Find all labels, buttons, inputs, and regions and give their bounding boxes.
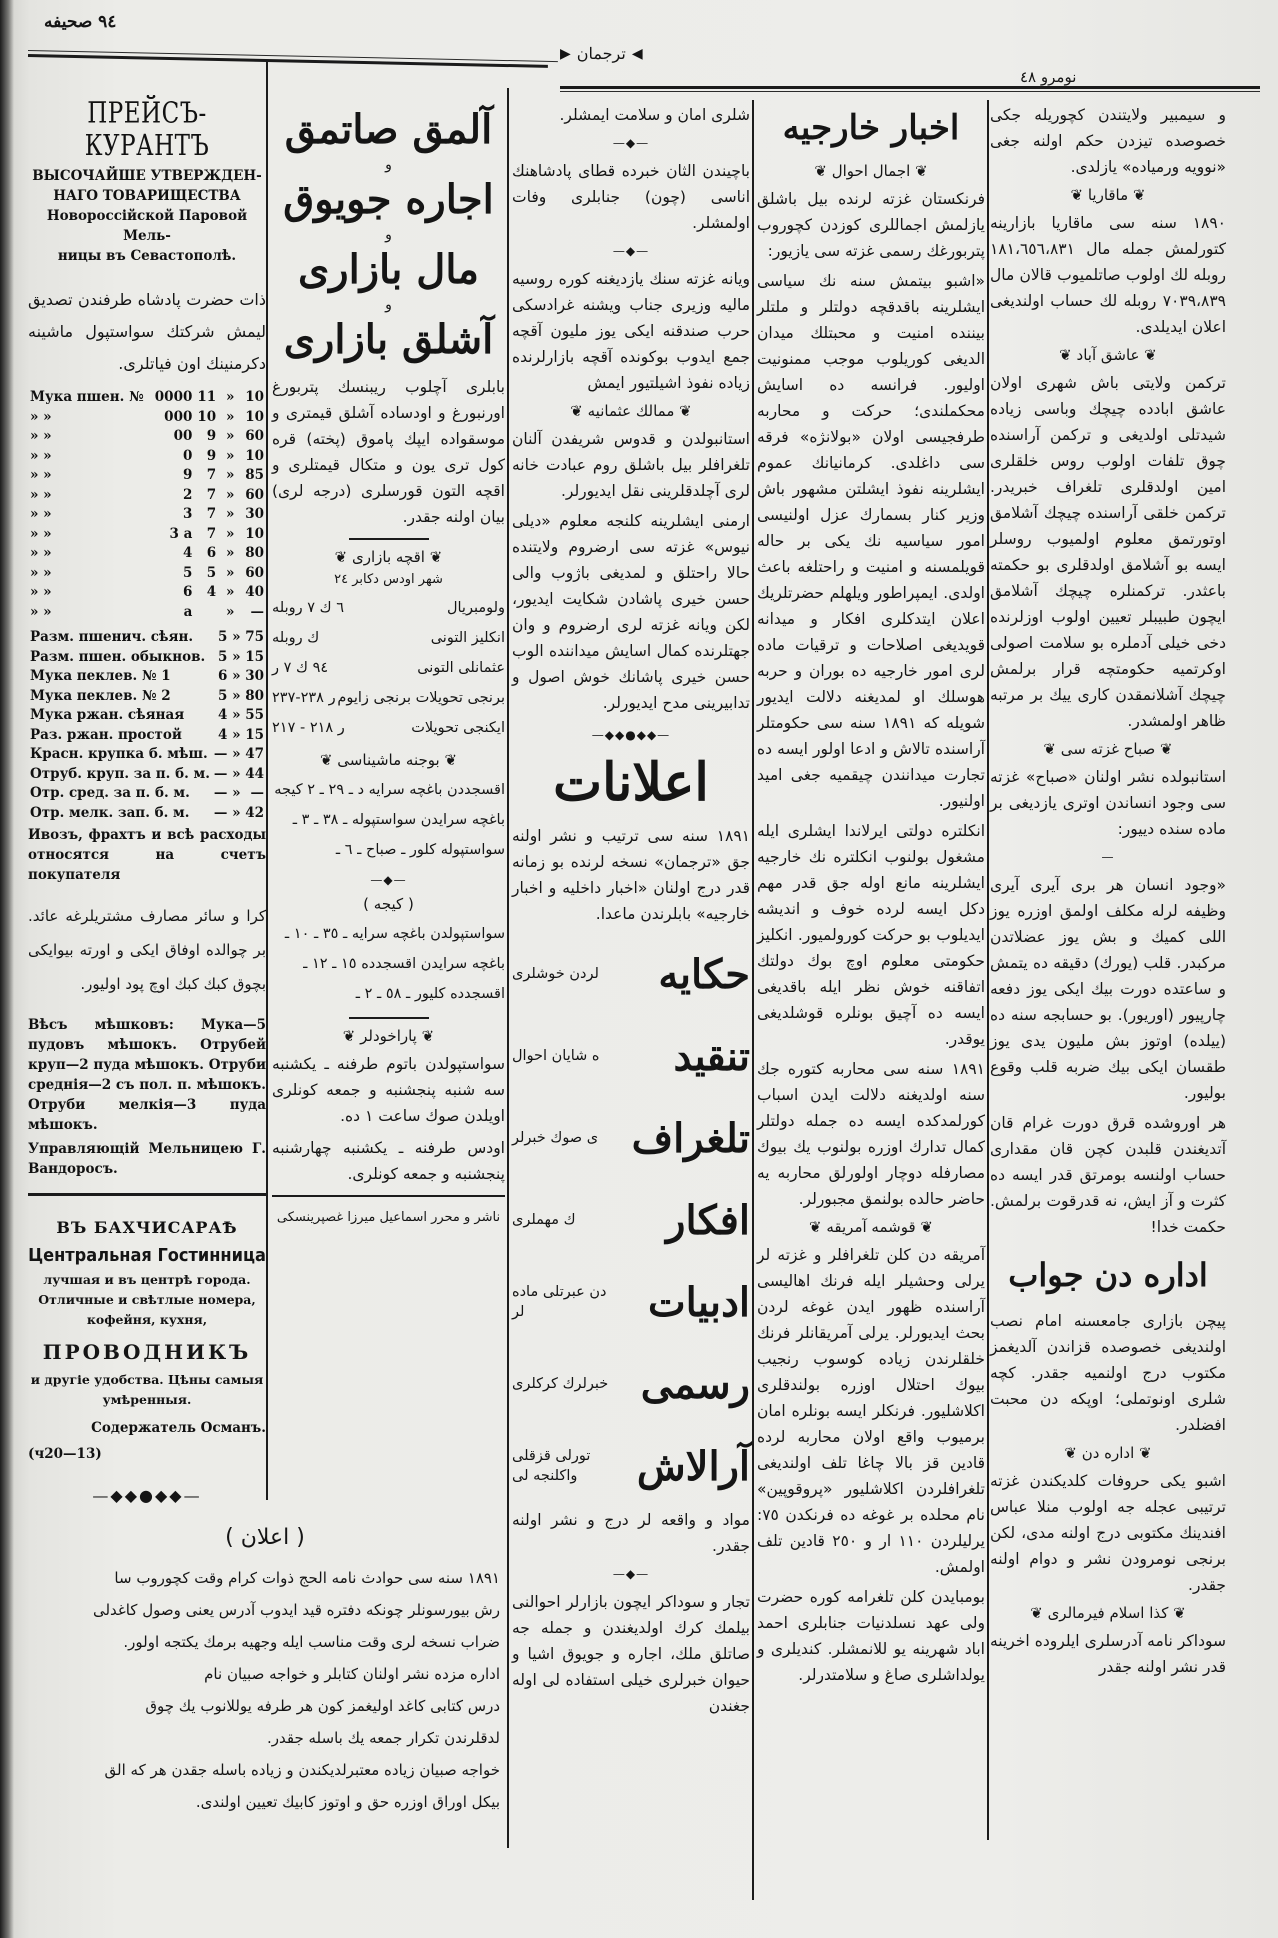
announcement-line: اداره مزده نشر اولنان كتابلر و خواجه صبیان نام (204, 1665, 500, 1683)
currency-label: ایكنجی تحویلات (411, 720, 505, 736)
price-kopecks: 80 (245, 545, 264, 561)
product-name: » » (30, 428, 52, 444)
price-kopecks: 10 (245, 408, 264, 425)
money-market-row (272, 593, 505, 623)
price-row (28, 564, 266, 584)
currency-sep: » (232, 687, 241, 704)
currency-label: ولومبریال (446, 600, 505, 616)
product-name: Красн. крупка б. мѣш. (30, 746, 208, 762)
price-rubles: 7 (206, 506, 217, 522)
foreign-news-title: اخبار خارجیه (782, 108, 960, 148)
hotel-description: лучшая и въ центрѣ города. Отличные и свѣтлые номера, кофейня, кухня, (38, 1272, 256, 1327)
currency-sep: » (232, 785, 241, 801)
currency-label: برنجی تحویلات برنجی زایوم (337, 690, 505, 706)
currency-value: ر ٢١٨ - ٢١٧ (272, 720, 345, 736)
currency-value: ٩٤ ك ٧ ر (272, 660, 329, 676)
price-rubles: 5 (218, 648, 228, 665)
markets-intro: بابلری آچلوب ریبنسك پتربورغ اورنبورغ و اودساده آشلق قیمتری و موسقواده ایپك پاموق (پخته) قره كول تری یون و متكال قیمتلری و اقچه التون قورسلری (درجه لری) بیان اولنه جقدر. (272, 378, 505, 526)
product-grade: 000 (164, 408, 193, 425)
section-rule (28, 1193, 266, 1196)
train-schedule-row: اقسجدده كلیور ـ ٥٨ ـ ٢ ـ (355, 986, 505, 1002)
rubric-word: ادبیات (648, 1278, 750, 1326)
rubric-item (512, 933, 750, 1015)
money-market-title-text: اقچه بازاری (352, 548, 425, 566)
product-name: Мука пеклев. № 1 (30, 668, 171, 684)
price-kopecks: — (250, 785, 264, 801)
money-market-row (272, 683, 505, 713)
america-subtitle: ❦ قوشمه آمریقه ❦ (809, 1218, 933, 1236)
announcement-line: ١٨٩١ سنه سی حوادث نامه الحج ذوات كرام وقت كچوروب سا (114, 1569, 500, 1587)
product-name: » » (30, 603, 52, 620)
price-row (28, 667, 266, 687)
bag-weights: Вѣсъ мѣшковъ: Мука—5 пудовъ мѣшокъ. Отрубей круп—2 пуда мѣшокъ. Отруби среднія—2 съ пол. п. мѣшокъ. Отруби мелкія—3 пуда мѣшокъ. (28, 1017, 266, 1133)
diamond-divider-icon: —◆— (612, 1567, 650, 1581)
editorial-reply: پیچن بازاری جامعسنه امام نصب اولندیغی خصوصده قزاندن آلدیغمز مكتوب درج اولنمیه جقدر. كچه شلری اونوتملی؛ اوپكه دن محبت افضلدر. (990, 1312, 1226, 1434)
price-rubles: 5 (218, 687, 228, 704)
currency-sep: » (225, 506, 235, 522)
hotel-location: ВЪ БАХЧИСАРАѢ (56, 1218, 238, 1237)
price-kopecks: 60 (245, 564, 264, 581)
islamic-firms-subtitle-text: كذا اسلام فیرمالری (1047, 1604, 1169, 1622)
news-america: آمریقه دن كلن تلغرافلر و غزته لر یرلی وحشیلر ایله فرنك اهالیسی آراسنده ظهور ایدن غوغه لردن بحث ایدیورلر. یرلی آمریقانلر فرنك خلقلرندن زیاده كوسوب رنجیب بیوك احتلال اوزره بولندقلری اكلاشلیور. فرنكلر ایسه بونلره امان برمیوب واقع اولان محاربه لرده قادین قز بالا چاغا تلف اولندیغی تلغرافلردن اكلاشلیور «پروقوپین» نام محلده بر غوغه ده فرنكدن ٧٥: یرلیلردن ١١٠ ار و ٢٥٠ قادین تلف اولمش. (757, 1246, 985, 1576)
price-rubles: 6 (218, 668, 228, 684)
headline-goods-market: مال بازاری (298, 246, 479, 293)
product-name: » » (30, 584, 52, 600)
product-name: Раз. ржан. простой (30, 726, 182, 743)
sabah-subtitle: ❦ صباح غزته سی ❦ (1043, 740, 1173, 758)
publisher-line: ناشر و محرر اسماعیل میرزا غصپرینسكی (276, 1210, 501, 1225)
currency-sep: » (225, 525, 235, 542)
price-row (28, 525, 266, 545)
product-name: Разм. пшен. обыкнов. (30, 648, 206, 665)
price-kopecks: 15 (245, 726, 264, 743)
rubric-description: ی صوك خبرلر (512, 1130, 599, 1146)
flour-price-table (28, 388, 266, 622)
announcement-line: خواجه صبیان زیاده معتبرلدیكندن و زیاده باسله جقدن هر كه الق (104, 1761, 500, 1779)
currency-label: انكلیز التونی (430, 630, 505, 646)
product-grade: 5 (182, 564, 193, 581)
column-divider (987, 100, 989, 1840)
manager-signature: Управляющій Мельницею Г. Вандоросъ. (28, 1141, 266, 1177)
company-name (28, 166, 266, 266)
editorial-subtitle: ❦ اداره دن ❦ (1064, 1444, 1152, 1462)
price-kopecks: 15 (245, 648, 264, 665)
news-simbirsk: و سیمبیر ولایتندن كچوریله جكی خصوصده تیزدن حكم اولنه جغی «نوویه ورمیاده» یازلدی. (990, 106, 1226, 176)
column-divider (507, 88, 509, 1848)
price-row (28, 706, 266, 726)
news-makarya: ١٨٩٠ سنه سی ماقاریا بازارینه كتورلمش جمله مال ١٨١،٦٥٦،٨٣١ روبله لك اولوب صاتلمیوب قالان مال ٧٠٣٩،٨٣٩ روبله لك حساب اولندیغی اعلان ایدیلدی. (990, 214, 1226, 336)
announcement-line: رش بیورسونلر چونكه دفتره قید ایدوب آدرس یعنی وصول كاغدلی (92, 1601, 500, 1619)
column-price-list (28, 92, 266, 1505)
announcement-line: لدقلرندن تكرار جمعه یك باسله جقدر. (266, 1729, 500, 1747)
product-grade: 9 (182, 467, 193, 483)
rubric-item (512, 1097, 750, 1179)
company-line: НАГО ТОВАРИЩЕСТВА (53, 188, 241, 204)
currency-value: ك روبله (272, 630, 320, 646)
currency-sep: » (225, 486, 235, 503)
price-kopecks: 30 (245, 668, 264, 684)
currency-sep: » (232, 648, 241, 665)
column-domestic-news (990, 92, 1226, 1680)
price-rubles: 4 (206, 584, 217, 600)
steamer-schedule-1: سواستپولدن باتوم طرفنه ـ یكشنبه سه شنبه پنجشنبه و جمعه كونلری اویلدن صوك ساعت ١ ده. (272, 1055, 505, 1125)
column-foreign-news (757, 92, 985, 1688)
train-day-rows (272, 775, 505, 865)
product-name: » » (30, 486, 52, 503)
price-kopecks: — (250, 603, 264, 620)
train-title: ❦ بوجنه ماشیناسی ❦ (319, 751, 458, 769)
foreign-news-intro: فرنكستان غزته لرنده بیل باشلق یازلمش اجماللری كوزدن كچوروب پتربورغك رسمی غزته سی یازیور: (757, 190, 985, 260)
rubric-description: تورلی قزقلی واكلنجه لی (512, 1448, 591, 1484)
product-name: » » (30, 506, 52, 522)
conjunction: و (385, 227, 392, 243)
section-rule (349, 538, 429, 540)
section-rule (272, 1195, 505, 1197)
price-kopecks: 55 (245, 707, 264, 723)
hotel-highlight: ПРОВОДНИКЪ (42, 1340, 252, 1364)
price-kopecks: 30 (245, 506, 264, 522)
bottom-announcement (30, 1525, 500, 1818)
product-name: » » (30, 545, 52, 561)
news-fragment: شلری امان و سلامت ایمشلر. (559, 106, 750, 124)
price-kopecks: 10 (245, 389, 264, 405)
product-grade: 4 (182, 545, 193, 561)
money-market-rows (272, 593, 505, 743)
rubric-word: رسمی (640, 1360, 750, 1408)
night-label: ( كیجه ) (363, 895, 414, 913)
price-row (28, 583, 266, 603)
product-grade: 2 (182, 486, 193, 503)
news-human-body: «وجود انسان هر بری آیری آیری وظیفه لرله مكلف اولمق اوزره یوز اللی كمیك و بش یوز عضلاتدن مركبدر. قلب (یورك) دقیقه ده یتمش و ساعتده دورت بیك ایكی یوز دفعه چارپیور (اوریور). بو حسابجه سنه ده (ییلده) اوتوز بش ملیون یدی یوز طقسان ایكی بیك ضربه قلب وقوع بولیور. (990, 876, 1226, 1102)
price-list-title: ПРЕЙСЪ-КУРАНТЪ (84, 97, 210, 163)
currency-sep: » (225, 389, 235, 405)
train-schedule-row: باغچه سرایدن سواستپوله ـ ٣٨ ـ ٣ ـ (292, 812, 505, 828)
islamic-firms-note: سوداكر نامه آدرسلری ایلروده اخرینه قدر نشر اولنه جقدر (990, 1632, 1226, 1676)
headline-buy-sell: آلمق صاتمق (284, 106, 493, 153)
price-row (28, 726, 266, 746)
ottoman-section-title: ❦ ممالك عثمانیه ❦ (570, 402, 692, 420)
price-rubles: — (213, 785, 228, 801)
product-name: Мука пшен. № (30, 389, 144, 405)
currency-sep: » (225, 408, 235, 425)
product-name: Отр. мелк. зап. б. м. (30, 804, 190, 821)
price-rubles: 9 (206, 447, 217, 464)
rubric-item (512, 1179, 750, 1261)
product-name: Разм. пшенич. сѣян. (30, 629, 194, 645)
ad-code: (ч20—13) (28, 1446, 102, 1462)
product-grade: 3 (182, 506, 193, 522)
rubric-word: آرالاش (636, 1442, 750, 1490)
product-name: Мука ржан. сѣяная (30, 707, 185, 723)
foreign-news-quote: «اشبو بیتمش سنه نك سیاسی ایشلرینه باقدقچه دولتلر و ملتلر بیننده امنیت و محبتلك میدان الدیغی كوریلوب موجب ممنونیت اولیور. فرانسه ده اسایش محكملندی؛ حركت و محاربه طرفجیسی اولان «بولانژه» فرقه سی داغلدی. كرمانیانك عموم ایشلرینه نفوذ ایشلتن مشهور باش وزیر كنار بسمارك عزل اولنیسی امور سیاسیه نك یكی بر حاله قویلمسنه و امنیت و راحتلغه باعث اولدی. ایمپراطور ویلهلم حضرتلریك اعلان ایتدكلری افكار و میدانه قویدیغی اصلاحات و ترقیات ماده لری امور خارجیه ده بوران و حربه هوسلك او لمدیغنه دلالت ایدیور شویله كه ١٨٩١ سنه سی حكومتلر آراسنده تالاش و ادعا اولور ایسه ده تجارت میدانندن چیقمیه جغی امید اولنیور. (757, 272, 985, 810)
rubric-word: حكایه (658, 950, 750, 998)
currency-sep: » (225, 603, 235, 620)
price-row (28, 408, 266, 428)
foreign-news-england: انكلتره دولتی ایرلاندا ایشلری ایله مشغول بولنوب انكلتره نك خارجیه ایشلرینه مانع اوله جق قدر مهم دكل ایسه لرده خوف و اندیشه ایدیلوب بو حركت كورولمیور. انكلیز حكومتی معلوم اوچ بوك دولتك اتفاقنه خوش نظر ایله باقدیغی ایسه ده آچیق بونلره قوشلدیغی یوقدر. (757, 822, 985, 1048)
sabah-subtitle-text: صباح غزته سی (1060, 740, 1156, 758)
price-row (28, 388, 266, 408)
product-grade: 6 (182, 584, 193, 600)
price-rubles: 5 (218, 629, 228, 645)
hotel-amenities: и другіе удобства. Цѣны самыя умѣренныя. (30, 1372, 264, 1407)
price-row (28, 505, 266, 525)
currency-value: ٦ ك ٧ روبله (272, 600, 344, 616)
newspaper-title-block (560, 44, 643, 63)
news-vienna: ویانه غزته سنك یازدیغنه كوره روسیه مالیه وزیری جناب ویشنه غرادسكی حرب صندقنه ایكی یوز ملیون آقچه جمع ایدوب بوكونده آقچه بازارلرنده زیاده نفوذ اشیلتیور ایمش (512, 270, 750, 392)
product-grade: а (183, 603, 193, 620)
price-row (28, 648, 266, 668)
announcement-line: ضراب نسخه لری وقت مناسب ایله وجهیه برمك یكتجه اولور. (123, 1633, 500, 1651)
price-rubles: 7 (206, 525, 217, 542)
islamic-firms-subtitle: ❦ كذا اسلام فیرمالری ❦ (1030, 1604, 1186, 1622)
ashgabat-subtitle-text: عاشق آباد (1076, 346, 1140, 364)
price-rubles: 10 (197, 408, 217, 425)
currency-sep: » (232, 726, 241, 743)
currency-label: عثمانلی التونی (417, 660, 505, 676)
price-kopecks: 60 (245, 486, 264, 503)
price-kopecks: 10 (245, 525, 264, 542)
steamer-title-text: پاراخودلر (360, 1027, 417, 1045)
currency-sep: » (225, 447, 235, 464)
news-armenia: ارمنی ایشلرینه كلنجه معلوم «دیلی نیوس» غزته سی ارضروم ولایتنده حالا راحتلق و لمدیغی باژوب والی حسن خیری پاشادن شكایت ایدیور، لكن ویانه غزته لری ارضروم و وان جهتلرنده كمال اسایش میداننده الوب حسن خیری پاشانك خوش اصول و تدابیرینی مدح ایدیورلر. (512, 512, 750, 712)
price-kopecks: 85 (245, 467, 264, 483)
company-line: Новороссійской Паровой Мель- (46, 208, 248, 244)
money-market-row (272, 653, 505, 683)
editorial-reply-title: اداره دن جواب (1008, 1256, 1208, 1294)
news-heart: هر اوروشده قرق دورت غرام قان آتدیغندن قلبدن كچن قان مقداری حساب اولنسه بومرتق قدر ایسه ده كثرت و آز ایش، نه قدرقوت برلمش. حكمت خدا! (990, 1114, 1226, 1236)
makarya-subtitle-text: ماقاریا (1087, 186, 1129, 204)
price-kopecks: 44 (245, 765, 264, 782)
product-name: » » (30, 525, 52, 542)
other-price-table (28, 628, 266, 823)
editorial-subtitle-text: اداره دن (1081, 1444, 1135, 1462)
product-name: Отруб. круп. за п. б. м. (30, 765, 210, 782)
price-rubles (194, 603, 218, 623)
price-rubles: — (213, 746, 228, 762)
product-name: » » (30, 408, 52, 425)
conjunction: و (385, 297, 392, 313)
train-schedule-row: سواستپوله كلور ـ صباح ـ ٦ ـ (335, 842, 505, 858)
currency-sep: » (232, 765, 241, 782)
ornament-right-icon: ▶ (560, 45, 571, 62)
ornament-divider-icon: —◆◆●◆◆— (92, 1486, 202, 1505)
column-divider (266, 60, 268, 1500)
currency-sep: » (225, 428, 235, 444)
price-row (28, 745, 266, 765)
rubric-list (512, 933, 750, 1507)
headline-rent: اجاره جویوق (283, 176, 494, 223)
money-market-row (272, 623, 505, 653)
america-subtitle-text: قوشمه آمریقه (826, 1218, 916, 1236)
rubric-word: تنقید (673, 1032, 750, 1080)
price-row (28, 603, 266, 623)
currency-sep: » (232, 668, 241, 684)
currency-sep: » (225, 545, 235, 561)
currency-sep: » (232, 629, 241, 645)
price-rubles: 11 (197, 389, 217, 405)
ashgabat-subtitle: ❦ عاشق آباد ❦ (1059, 346, 1157, 364)
column-divider (752, 100, 754, 1900)
price-rubles: 9 (206, 428, 217, 444)
price-kopecks: 42 (245, 804, 264, 821)
news-sabah: استانبولده نشر اولنان «صباح» غزته سی وجود انساندن اوتری یازدیغی بر ماده سنده دییور: (990, 768, 1226, 838)
rubric-item (512, 1261, 750, 1343)
announcement-line: درس كتابی كاغد اولیغمز كون هر طرفه یوللانوب یك چوق (145, 1697, 500, 1715)
summary-subtitle-text: اجمال احوال (831, 162, 911, 180)
summary-subtitle: ❦ اجمال احوال ❦ (814, 162, 928, 180)
train-schedule-row: سواستپولدن باغچه سرایه ـ ٣٥ ـ ١٠ ـ (284, 926, 505, 942)
price-kopecks: 10 (245, 447, 264, 464)
news-istanbul: استانبولدن و قدوس شریفدن آلنان تلغرافلر بیل باشلق روم عبادت خانه لری آچلدقلرینی نقل ایدیورلر. (512, 430, 750, 500)
rubric-word: تلغراف (631, 1114, 750, 1162)
steamer-title: ❦ پاراخودلر ❦ (342, 1027, 435, 1045)
issue-number: نومرو ٤٨ (1020, 68, 1077, 86)
page-binding-edge (0, 0, 14, 1938)
diamond-divider-icon: —◆— (612, 136, 650, 150)
rubric-description: خبرلرك كركلری (512, 1376, 609, 1392)
price-row (28, 486, 266, 506)
price-row (28, 447, 266, 467)
price-row (28, 466, 266, 486)
page-number: ٩٤ صحيفه (44, 12, 117, 32)
ornament-divider-icon: —◆◆●◆◆— (591, 728, 671, 742)
train-schedule-row: اقسجددن باغچه سرایه د ـ ٢٩ ـ ٢ كیجه (274, 782, 505, 798)
rubric-closing: مواد و واقعه لر درج و نشر اولنه جقدر. (512, 1511, 750, 1555)
ottoman-section-title-text: ممالك عثمانیه (587, 402, 675, 420)
currency-sep: » (225, 564, 235, 581)
makarya-subtitle: ❦ ماقاریا ❦ (1070, 186, 1146, 204)
money-market-title: ❦ اقچه بازاری ❦ (334, 548, 443, 566)
price-kopecks: 40 (245, 584, 264, 600)
price-rubles: 4 (218, 707, 228, 723)
price-rubles: 5 (206, 564, 217, 581)
currency-sep: » (225, 467, 235, 483)
price-row (28, 804, 266, 824)
news-ashgabat: تركمن ولایتی باش شهری اولان عاشق ابادده چیچك وباسی زیاده شیدتلی اولدیغی و تركمن آراسنده چوق تلفات اولوب روس خلقلری امین اولدقلری تلغراف خبریدر. تركمن خلقی آراسنده چیچك آشلامق اوتورتمق معلوم اولمیوب روسلر ایسه بو آشلامق اولدقلری بو حكمته باعثدر. تركمنلره چیچك آشلامق ایچون طبیبلر تعیین اولوب اوزلرنده دخی خیلی آدملره بو سلامت اصولی اوكرتمیه حكومتچه قرار برلمش چیچك آشلانمقدن كاری ییك بر مرتبه ظاهر اولمشدر. (990, 374, 1226, 730)
hotel-name: Центральная Гостинница (28, 1245, 266, 1266)
price-row (28, 687, 266, 707)
news-china: باچیندن الثان خبرده قطای پادشاهنك اناسی (چون) جنابلری وفات اولمشلر. (512, 162, 750, 232)
train-schedule-row: باغچه سرایدن اقسجدده ١٥ ـ ١٢ ـ (303, 956, 505, 972)
train-night-rows (272, 919, 505, 1009)
product-name: » » (30, 564, 52, 581)
company-line: ВЫСОЧАЙШЕ УТВЕРЖДЕН- (32, 168, 262, 184)
divider-icon: — (1101, 850, 1115, 864)
announcements-intro: ١٨٩١ سنه سی ترتیب و نشر اولنه جق «ترجمان» نسخه لرنده بو زمانه قدر درج اولنان «اخبار داخلیه و اخبار خارجیه» بابلرندن ماعدا. (512, 827, 750, 923)
price-kopecks: 47 (245, 746, 264, 762)
price-row (28, 784, 266, 804)
masthead (0, 0, 1278, 95)
product-grade: 0000 (154, 389, 193, 405)
product-name: » » (30, 447, 52, 464)
currency-sep: » (225, 584, 235, 600)
hotel-owner: Содержатель Османъ. (91, 1420, 266, 1436)
price-kopecks: 60 (245, 428, 264, 444)
rubric-item (512, 1015, 750, 1097)
rubric-item (512, 1343, 750, 1425)
price-row (28, 544, 266, 564)
product-grade: 3 а (169, 525, 193, 542)
news-bombay: بومبایدن كلن تلغرامه كوره حضرت ولی عهد نسلدنیات جنابلری احمد اباد شهرینه یو للانمشلر. كندیلری و یولداشلری صاغ و سلامتدرلر. (757, 1588, 985, 1684)
masthead-rule-right (560, 86, 1260, 89)
money-market-date: شهر اودس دکابر ٢٤ (334, 572, 443, 587)
price-row (28, 765, 266, 785)
intro-ottoman: ذات حضرت پادشاه طرفندن تصدیق لیمش شرکتك سواستپول ماشینه دكرمنینك اون فیاتلری. (28, 290, 266, 373)
steamer-schedule-2: اودس طرفنه ـ یكشنبه چهارشنبه پنجشنبه و جمعه كونلری. (272, 1139, 505, 1183)
ornament-left-icon: ◀ (631, 45, 643, 62)
column-news-announcements (512, 92, 750, 1719)
editorial-note: اشبو یكی حروفات كلدیكندن غزته ترتیبی عجله جه اولوب منلا عباس افندینك مكتوبی درج اولنه مدی، لكن برنجی نومرودن نشر و دوام اولنه جقدر. (990, 1472, 1226, 1594)
product-name: » » (30, 467, 52, 483)
transport-note: Ивозъ, фрахтъ и всѣ расходы относятся на счетъ покупателя (28, 827, 266, 883)
price-rubles: — (213, 765, 228, 782)
price-rubles: 7 (206, 467, 217, 483)
price-kopecks: 80 (245, 687, 264, 704)
column-markets (272, 92, 505, 1231)
price-rubles: — (213, 804, 228, 821)
currency-sep: » (232, 804, 241, 821)
currency-value: ر ٢٣٨-٢٣٧ (272, 690, 336, 706)
conjunction: و (385, 157, 392, 173)
money-market-row (272, 713, 505, 743)
diamond-divider-icon: —◆— (612, 244, 650, 258)
price-kopecks: 75 (245, 629, 264, 645)
price-rubles: 6 (206, 545, 217, 561)
currency-sep: » (232, 707, 241, 723)
announcement-title: ( اعلان ) (225, 1525, 305, 1550)
diamond-divider-icon: —◆— (370, 873, 407, 887)
rubric-description: ه شایان احوال (512, 1048, 600, 1064)
announcement-line: بیكل اوراق اوزره حق و اوتوز كابیك تعیین اولندی. (195, 1793, 500, 1811)
product-name: Мука пеклев. № 2 (30, 687, 171, 704)
announcement-body (30, 1562, 500, 1818)
announcements-title: اعلانات (553, 752, 709, 813)
product-grade: 00 (173, 428, 193, 444)
price-rubles: 4 (218, 726, 228, 743)
rubric-description: لردن خوشلری (512, 966, 599, 982)
rubric-item (512, 1425, 750, 1507)
product-grade: 0 (182, 447, 193, 464)
rubric-description: ك مهملری (512, 1212, 576, 1228)
merchant-note: تجار و سوداكر ایچون بازارلر احوالنی بیلمك كرك اولدیغندن و جمله جه صاتلق ملك، اجاره و جویوق اشیا و حیوان خبرلری خیلی استفاده لی اوله جغندن (512, 1593, 750, 1715)
expenses-note: كرا و سائر مصارف مشتریلرغه عائد. بر چوالده اوفاق ایكی و اورته بیوایكی بچوق كبك كبك اوچ پود اولیور. (28, 907, 266, 993)
rubric-word: افكار (666, 1196, 750, 1244)
section-rule (349, 1017, 429, 1019)
price-rubles: 7 (206, 486, 217, 503)
train-title-text: بوجنه ماشیناسی (337, 751, 440, 769)
price-row (28, 628, 266, 648)
price-row (28, 427, 266, 447)
rubric-description: دن عبرتلی ماده لر (512, 1284, 607, 1320)
newspaper-title: ترجمان (576, 44, 626, 63)
product-name: Отр. сред. за п. б. м. (30, 785, 190, 801)
company-line: ницы въ Севастополѣ. (57, 248, 237, 264)
currency-sep: » (232, 746, 241, 762)
foreign-news-war: ١٨٩١ سنه سی محاربه كتوره جك سنه اولدیغنه دلالت ایدن اسباب كورلمدكده ایسه ده جمله دولتلر كمال تدارك اوزره بولنوب یك بیوك مصارفله دوچار اولورلق محاربه یه حاضر حالده بولنمق مجبورلر. (757, 1060, 985, 1208)
headline-grain-market: آشلق بازاری (283, 316, 494, 363)
